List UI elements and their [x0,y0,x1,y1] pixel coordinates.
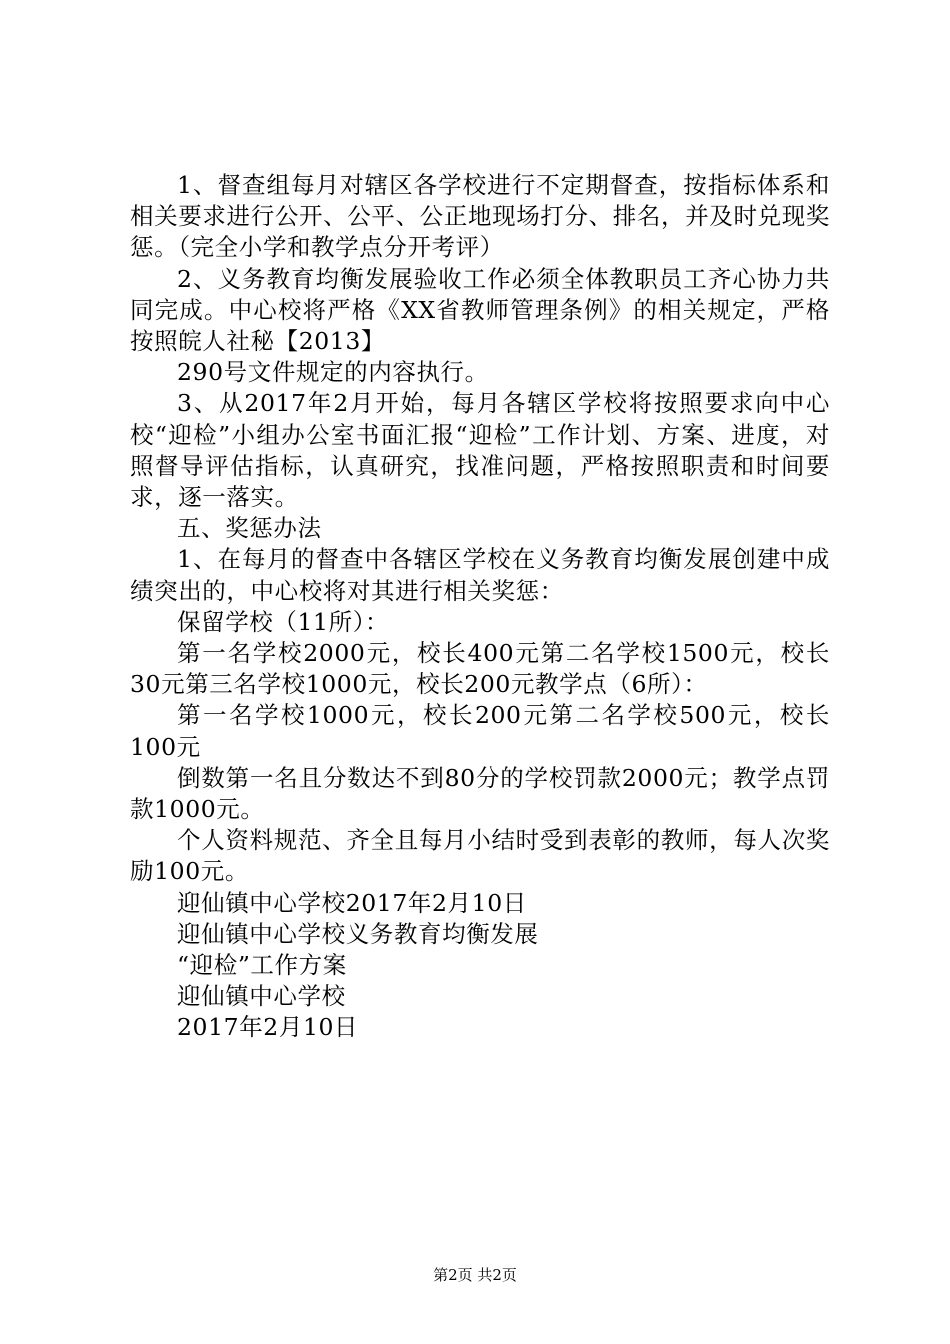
signature-line: 迎仙镇中心学校2017年2月10日 [177,888,527,917]
paragraph-teaching-point-rewards: 第一名学校1000元，校长200元第二名学校500元，校长100元 [130,701,830,761]
paragraph-school-rewards: 第一名学校2000元，校长400元第二名学校1500元，校长30元第三名学校1000元，校长200元教学点（6所）： [130,639,830,699]
paragraph-retained-schools: 保留学校（11所）： [177,607,390,636]
paragraph-document-290: 290号文件规定的内容执行。 [177,358,489,387]
document-body [130,170,830,1044]
issue-date: 2017年2月10日 [177,1013,359,1042]
paragraph-supervision: 1、督查组每月对辖区各学校进行不定期督查，按指标体系和相关要求进行公开、公平、公正地现场打分、排名，并及时兑现奖惩。（完全小学和教学点分开考评） [130,171,830,262]
issuer-name: 迎仙镇中心学校 [177,982,346,1011]
paragraph-teacher-reward: 个人资料规范、齐全且每月小结时受到表彰的教师，每人次奖励100元。 [130,826,830,886]
section-heading-rewards: 五、奖惩办法 [177,514,322,543]
paragraph-monthly-report: 3、从2017年2月开始，每月各辖区学校将按照要求向中心校“迎检”小组办公室书面汇报“迎检”工作计划、方案、进度，对照督导评估指标，认真研究，找准问题，严格按照职责和时间要求，逐一落实。 [130,389,830,512]
plan-title-line-2: “迎检”工作方案 [177,951,347,980]
plan-title-line-1: 迎仙镇中心学校义务教育均衡发展 [177,919,539,948]
paragraph-rewards-intro: 1、在每月的督查中各辖区学校在义务教育均衡发展创建中成绩突出的，中心校将对其进行相关奖惩： [130,545,830,605]
paragraph-penalty: 倒数第一名且分数达不到80分的学校罚款2000元；教学点罚款1000元。 [130,763,830,824]
paragraph-acceptance-work: 2、义务教育均衡发展验收工作必须全体教职员工齐心协力共同完成。中心校将严格《XX省教师管理条例》的相关规定，严格按照皖人社秘【2013】 [130,264,830,356]
page-number-footer: 第2页 共2页 [433,1266,517,1284]
